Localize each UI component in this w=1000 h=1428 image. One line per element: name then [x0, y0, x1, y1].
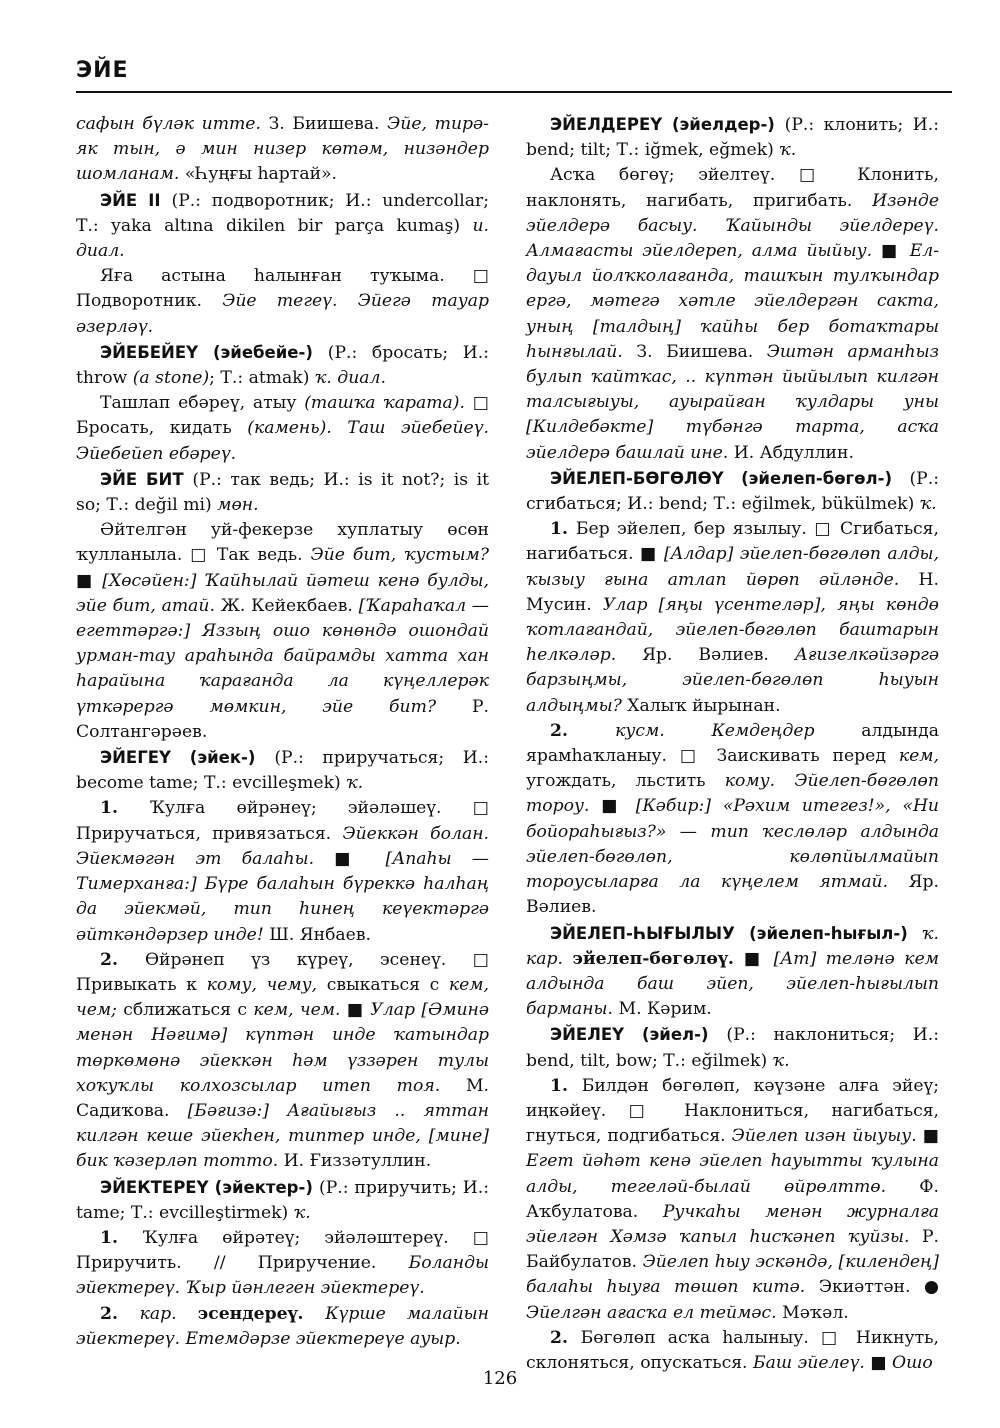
text-run: ҡ. [779, 140, 797, 161]
text-run: Ел-дауыл йолҡколағанда, ташҡын тулҡындар ергә, мәтегә хәтле эйелдергән сакта, уның [талдың] ҡайһы бер ботаҡтары һынғылай. [526, 241, 940, 362]
text-run: ; Т.: atmak) [209, 368, 315, 389]
text-run: Ҡулға өйрәнеү; эйәләшеү. □ Приручаться, привязаться. [76, 798, 489, 844]
text-run: Ф. Аҡбулатова. [526, 1176, 939, 1222]
text-run: ■ [334, 848, 386, 869]
text-run: ҡ. [919, 494, 937, 515]
text-run: 1. [100, 1227, 143, 1248]
entry-paragraph [76, 112, 489, 188]
entry-paragraph [526, 517, 939, 719]
text-run: (Р.: сгибаться; И.: bend; Т.: eğilmek, bükülmek) [526, 468, 939, 515]
text-run: Өйрәнеп үз күреү, эсенеү. □ Привыкать к [76, 949, 489, 995]
headword: ЭЙЕЛДЕРЕҮ (эйелдер-) [550, 115, 785, 134]
headword: ЭЙЕГЕҮ (эйек-) [100, 748, 275, 768]
dictionary-entry [526, 921, 939, 1023]
text-run: эсендереү. [197, 1303, 326, 1324]
text-run: мөн. [217, 495, 259, 516]
entry-paragraph [526, 719, 939, 921]
page-header-title: ЭЙЕ [76, 58, 129, 83]
text-run: кем, [898, 746, 939, 767]
entry-paragraph [76, 264, 489, 340]
text-run: Билдән бөгөлөп, кәүзәне алға эйеү; иңкәйеү. □ Наклониться, нагибаться, гнуться, подгибаться. [526, 1075, 939, 1147]
text-run: и. диал. [76, 215, 489, 262]
text-run: Экиәттән. [818, 1277, 924, 1298]
text-run: Эштән арманһыз булып ҡайтҡас, .. күптән йыйылып килгән талсығыуы, ауырайған ҡулдары уны [Килдебәкте] түбәнгә тарта, асҡа эйелдерә башлай ине. [526, 341, 940, 463]
text-run: (Р.: приручить; И.: tame; Т.: evcilleştirmek) [76, 1177, 489, 1223]
text-run: Эйе бит, ҡустым? [310, 545, 490, 566]
text-run: И. Ғиззәтуллин. [283, 1151, 432, 1172]
text-run: ■ [922, 1126, 939, 1147]
text-run: Эйелеп һыу эскәндә, [килендең] балаһы һыуға төшөп китә. [526, 1252, 940, 1298]
text-run: Боланды эйектереү. Ҡыр йәнлеген эйектереү. [76, 1253, 489, 1299]
text-run: сближаться с [123, 1000, 254, 1021]
text-run: Эйе тегеү. Эйегә тауар әзерләү. [76, 291, 489, 337]
text-run: (a stone) [132, 368, 210, 389]
text-run: [Ҡараһаҡал — егеттәргә:] Яззың ошо көнөндә ошондай урман-тау араһында байрамды хатта хан һарайына ҡарағанда ла күңеллерәк үткәрергә мөмкин, эйе бит? [76, 595, 489, 717]
text-run: ● [924, 1277, 939, 1298]
text-run: Ағизелкәйзәргә барзыңмы, эйелеп-бөгөлөп һыуын алдыңмы? [526, 645, 939, 716]
entry-paragraph [76, 948, 489, 1175]
text-run: [Ат] теләнә кем алдында баш эйеп, эйелеп-һығылып барманы. [526, 948, 939, 1020]
text-run: ■ [601, 796, 636, 817]
text-run: Изәнде эйелдерә басыу. Ҡайынды эйелдереү. Алмағасты эйелдереп, алма йыйыу. [526, 190, 939, 262]
text-run: 1. [550, 519, 576, 540]
text-run: ■ [76, 570, 103, 591]
text-run: 2. [550, 720, 616, 741]
entry-paragraph [76, 518, 489, 745]
text-run: [Бәғизә:] Ағайығыз .. яттан килгән кеше эйекһен, типтер инде, [мине] бик ҡәзерләп тотто. [76, 1100, 489, 1172]
text-run: Ручкаһы менән журналға эйелгән Хәмзә ҡапыл һисҡәнеп ҡуйзы. [526, 1201, 939, 1247]
headword: ЭЙЕ II [100, 190, 172, 210]
entry-paragraph [76, 796, 489, 947]
text-run: (Р.: подворотник; И.: undercollar; Т.: yaka altına dikilen bir parça kumaş) [76, 190, 489, 236]
text-run: [Апаһы — Тимерханға:] Бүре балаһын бүреккә һалһаң да эйекмәй, тип һинең кеүектәргә әйткәндәрзер инде! [76, 848, 489, 945]
dictionary-entry [526, 1022, 939, 1073]
text-run: Ташлап ебәреү, атыу [100, 393, 305, 414]
text-run: Эйелгән ағасҡа ел теймәс. [526, 1302, 783, 1323]
text-run: (Р.: клонить; И.: bend; tilt; Т.: iğmek, eğmek) [526, 115, 939, 161]
text-run: (ташҡа ҡарата). [304, 393, 473, 414]
text-run: Эйеккән болан. Эйекмәгән эт балаһы. [76, 823, 489, 869]
text-run: ■ [881, 241, 910, 262]
text-run: И. Абдуллин. [733, 442, 854, 463]
text-run: кому. Эйелеп-бөгөлөп тороу. [526, 771, 939, 817]
text-run: Егет йәһәт кенә эйелеп һауытты ҡулына алды, тегеләй-былай өйрөлттө. [526, 1151, 939, 1197]
text-run: 1. [100, 798, 150, 819]
text-run: Эйелеп изән йыуыу. [731, 1126, 923, 1147]
text-run: ҡ. диал. [314, 368, 386, 389]
right-column [526, 112, 939, 1376]
text-run: [Кәбир:] «Рәхим итегез!», «Ни бойораһығыз?» — тип ҡеслөләр алдында эйелеп-бөгөлөп, көлөпйылмайып тороусыларға ла күңелем ятмай. [526, 796, 940, 893]
text-run: М. Садиҡова. [76, 1075, 489, 1121]
text-run: кому, чему, [206, 974, 327, 995]
dictionary-entry [76, 1175, 489, 1226]
dictionary-entry [76, 188, 489, 265]
text-run: «Һуңғы һартай». [184, 164, 337, 185]
entry-paragraph [526, 163, 939, 465]
text-run: Күрше малайын эйектереү. Етемдәрзе эйектереүе ауыр. [76, 1303, 489, 1349]
dictionary-entry [526, 466, 939, 517]
entry-paragraph [76, 1302, 489, 1352]
text-run: Н. Мусин. [526, 569, 939, 615]
text-run: Улар [яңы үсентеләр], яңы көндө ҡотлағандай, эйелеп-бөгөлөп баштарын һелкәләр. [526, 594, 939, 666]
text-run: З. Биишева. [636, 341, 767, 362]
headword: ЭЙЕЛЕП-БӨГӨЛӨҮ (эйелеп-бөгөл-) [550, 468, 910, 488]
text-run: Бер эйелеп, бер язылыу. □ Сгибаться, нагибаться. ■ [526, 519, 939, 565]
headword: ЭЙЕБЕЙЕҮ (эйебейе-) [100, 342, 328, 362]
text-run: 2. [550, 1327, 581, 1348]
dictionary-entry [526, 112, 939, 163]
entry-paragraph [76, 1226, 489, 1302]
text-run: М. Кәрим. [618, 999, 712, 1020]
text-run: (камень). Таш эйебейеү. Эйебейеп ебәреү. [76, 418, 489, 464]
entry-paragraph [76, 391, 489, 467]
text-run: кар. [139, 1303, 198, 1324]
text-run: эйелеп-бөгөлөү. [572, 948, 744, 969]
text-run: Р. Байбулатов. [526, 1226, 939, 1273]
text-run: ҡ. [293, 1202, 311, 1223]
text-run: Ошо [892, 1352, 933, 1373]
text-run: 2. [100, 949, 145, 970]
text-run: кусм. Кемдеңдер [615, 720, 862, 741]
text-run: Ҡулға өйрәтеү; эйәләштереү. □ Приручить. // Приручение. [76, 1227, 489, 1274]
dictionary-entry [76, 467, 489, 518]
text-run: угождать, льстить [526, 771, 725, 792]
text-run: алдында ярамһаҡланыу. □ Заискивать перед [526, 720, 939, 767]
text-run: Яр. Вәлиев. [642, 645, 795, 666]
text-run: □ Бросать, кидать [76, 393, 489, 439]
headword: ЭЙЕ БИТ [100, 469, 193, 489]
headword: ЭЙЕЛЕП-ҺЫҒЫЛЫУ (эйелеп-һығыл-) [550, 923, 923, 943]
text-run: Ж. Кейекбаев. [220, 595, 359, 616]
headword: ЭЙЕЛЕҮ (эйел-) [550, 1025, 727, 1045]
text-run: ■ [743, 948, 774, 969]
text-run: [Хөсәйен:] Ҡайһылай йәтеш кенә булды, эйе бит, атай. [76, 570, 489, 616]
text-run: (Р.: так ведь; И.: is it not?; is it so; Т.: değil mi) [76, 469, 489, 516]
text-run: Ш. Янбаев. [269, 924, 371, 945]
left-column [76, 112, 489, 1352]
headword: ЭЙЕКТЕРЕҮ (эйектер-) [100, 1177, 320, 1197]
text-run: Мәҡәл. [782, 1302, 849, 1323]
text-run: 2. [100, 1303, 140, 1324]
text-run: ҡ. [346, 773, 364, 794]
text-run: ҡ. кар. [526, 923, 939, 969]
text-run: Эйе, тирә-як тын, ә мин низер көтәм, низәндер шомланам. [76, 114, 489, 185]
text-run: (Р.: бросать; И.: throw [76, 342, 489, 389]
dictionary-entry [76, 340, 489, 391]
dictionary-entry [76, 745, 489, 796]
text-run: Халыҡ йырынан. [627, 695, 781, 716]
text-run: З. Биишева. [268, 114, 388, 134]
text-run: Яр. Вәлиев. [526, 872, 939, 918]
text-run: (Р.: наклониться; И.: bend, tilt, bow; Т.: eğilmek) [526, 1025, 939, 1071]
text-run: кем, чем; [76, 974, 489, 1021]
text-run: Р. Солтангәрәев. [76, 696, 489, 742]
text-run: 1. [550, 1075, 582, 1096]
text-run: свыкаться с [326, 974, 449, 995]
text-run: Бөгөлөп асҡа һалыныу. □ Никнуть, склоняться, опускаться. [526, 1327, 939, 1373]
text-run: сафын бүләк итте. [76, 114, 269, 134]
text-run: Әйтелгән уй-фекерзе хуплатыу өсөн ҡулланыла. □ Так ведь. [76, 520, 489, 566]
text-run: Асҡа бөгөү; эйелтеү. □ Клонить, наклонять, нагибать, пригибать. [526, 165, 939, 211]
text-run: ҡ. [772, 1050, 790, 1071]
text-run: Баш эйелеү. [753, 1352, 871, 1373]
text-run: ■ [346, 1000, 371, 1021]
text-run: [Алдар] эйелеп-бөгөлөп алды, ҡызыу ғына атлап йөрөп әйләнде. [526, 544, 939, 590]
text-run: кем, чем. [253, 1000, 347, 1021]
entry-paragraph [526, 1074, 939, 1326]
text-run: Улар [Әминә менән Нәғимә] күптән инде ҡатындар төркөмөнә эйеккән һәм үззәрен тулы хоҡуҡлы колхозсылар итеп тоя. [76, 1000, 490, 1096]
text-run: ■ [870, 1352, 893, 1373]
page-number: 126 [482, 1368, 518, 1389]
header-rule [76, 91, 952, 93]
text-run: Яға астына һалынған туҡыма. □ Подворотник. [76, 266, 489, 312]
text-run: (Р.: приручаться; И.: become tame; Т.: evcilleşmek) [76, 748, 489, 794]
